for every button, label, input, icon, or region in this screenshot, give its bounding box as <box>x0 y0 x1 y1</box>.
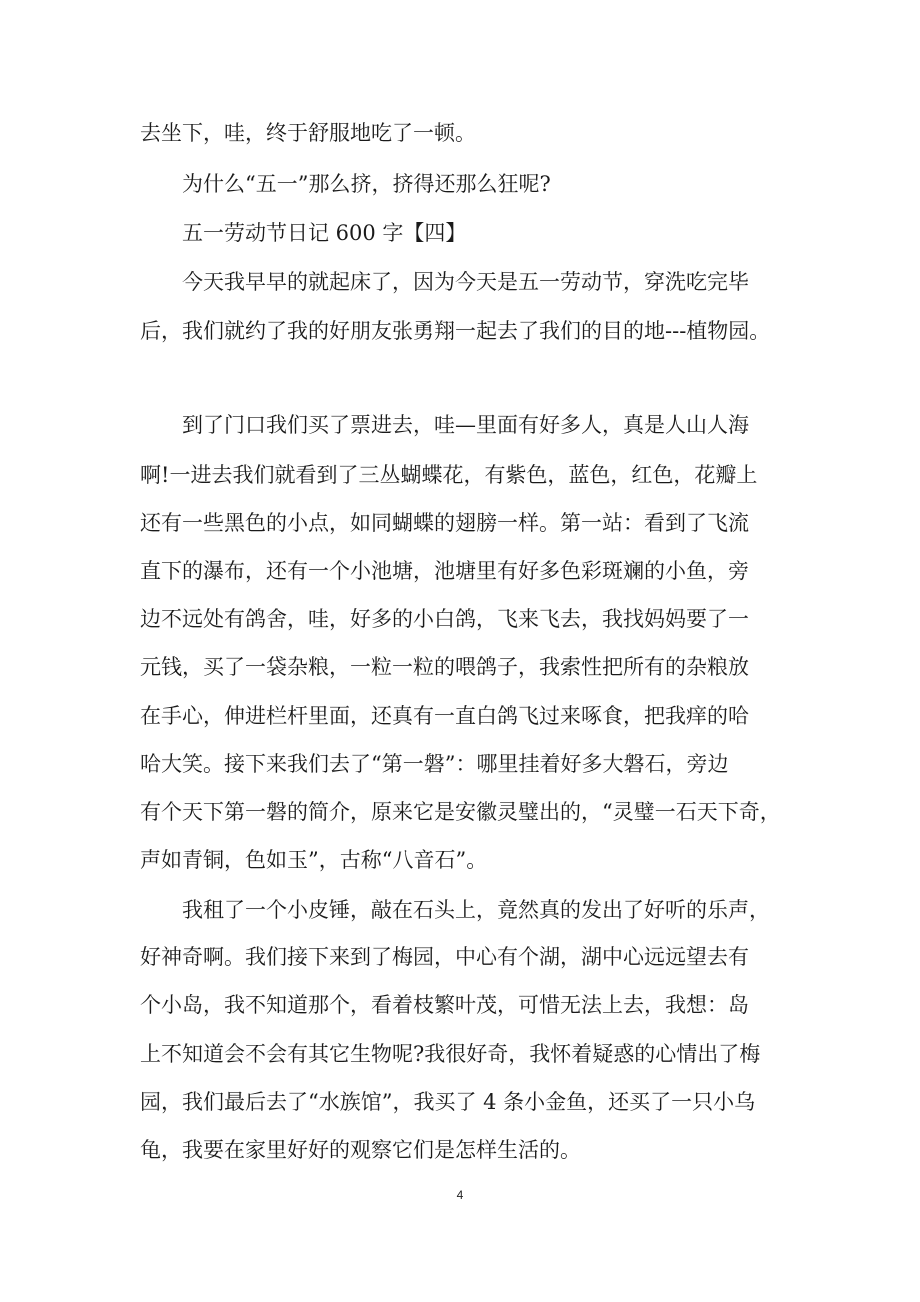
paragraph-line: 我租了一个小皮锤，敲在石头上，竟然真的发出了好听的乐声， <box>182 898 770 922</box>
page-number: 4 <box>456 1188 464 1202</box>
section-heading: 五一劳动节日记 600 字【四】 <box>182 221 467 245</box>
paragraph-line: 有个天下第一磐的简介，原来它是安徽灵璧出的，“灵璧一石天下奇， <box>140 800 781 824</box>
paragraph-line: 后，我们就约了我的好朋友张勇翔一起去了我们的目的地---植物园。 <box>140 319 771 343</box>
paragraph-line: 今天我早早的就起床了，因为今天是五一劳动节，穿洗吃完毕 <box>182 270 749 294</box>
paragraph-line: 好神奇啊。我们接下来到了梅园，中心有个湖，湖中心远远望去有 <box>140 945 749 969</box>
paragraph-line: 园，我们最后去了“水族馆”，我买了 4 条小金鱼，还买了一只小乌 <box>140 1090 756 1114</box>
paragraph-line: 为什么“五一”那么挤，挤得还那么狂呢? <box>182 172 551 196</box>
paragraph-line: 声如青铜，色如玉”，古称“八音石”。 <box>140 848 488 872</box>
paragraph-line: 啊!一进去我们就看到了三丛蝴蝶花，有紫色，蓝色，红色，花瓣上 <box>140 463 758 487</box>
paragraph-line: 去坐下，哇，终于舒服地吃了一顿。 <box>140 121 476 145</box>
paragraph-line: 龟，我要在家里好好的观察它们是怎样生活的。 <box>140 1138 581 1162</box>
paragraph-line: 边不远处有鸽舍，哇，好多的小白鸽，飞来飞去，我找妈妈要了一 <box>140 607 749 631</box>
paragraph-line: 上不知道会不会有其它生物呢?我很好奇，我怀着疑惑的心情出了梅 <box>140 1042 761 1066</box>
paragraph-line: 在手心，伸进栏杆里面，还真有一直白鸽飞过来啄食，把我痒的哈 <box>140 704 749 728</box>
paragraph-line: 直下的瀑布，还有一个小池塘，池塘里有好多色彩斑斓的小鱼，旁 <box>140 559 749 583</box>
paragraph-line: 元钱，买了一袋杂粮，一粒一粒的喂鸽子，我索性把所有的杂粮放 <box>140 655 749 679</box>
paragraph-line: 到了门口我们买了票进去，哇—里面有好多人，真是人山人海 <box>182 413 749 437</box>
paragraph-line: 哈大笑。接下来我们去了“第一磐”：哪里挂着好多大磐石，旁边 <box>140 752 729 776</box>
paragraph-line: 还有一些黑色的小点，如同蝴蝶的翅膀一样。第一站：看到了飞流 <box>140 511 749 535</box>
paragraph-line: 个小岛，我不知道那个，看着枝繁叶茂，可惜无法上去，我想：岛 <box>140 993 749 1017</box>
